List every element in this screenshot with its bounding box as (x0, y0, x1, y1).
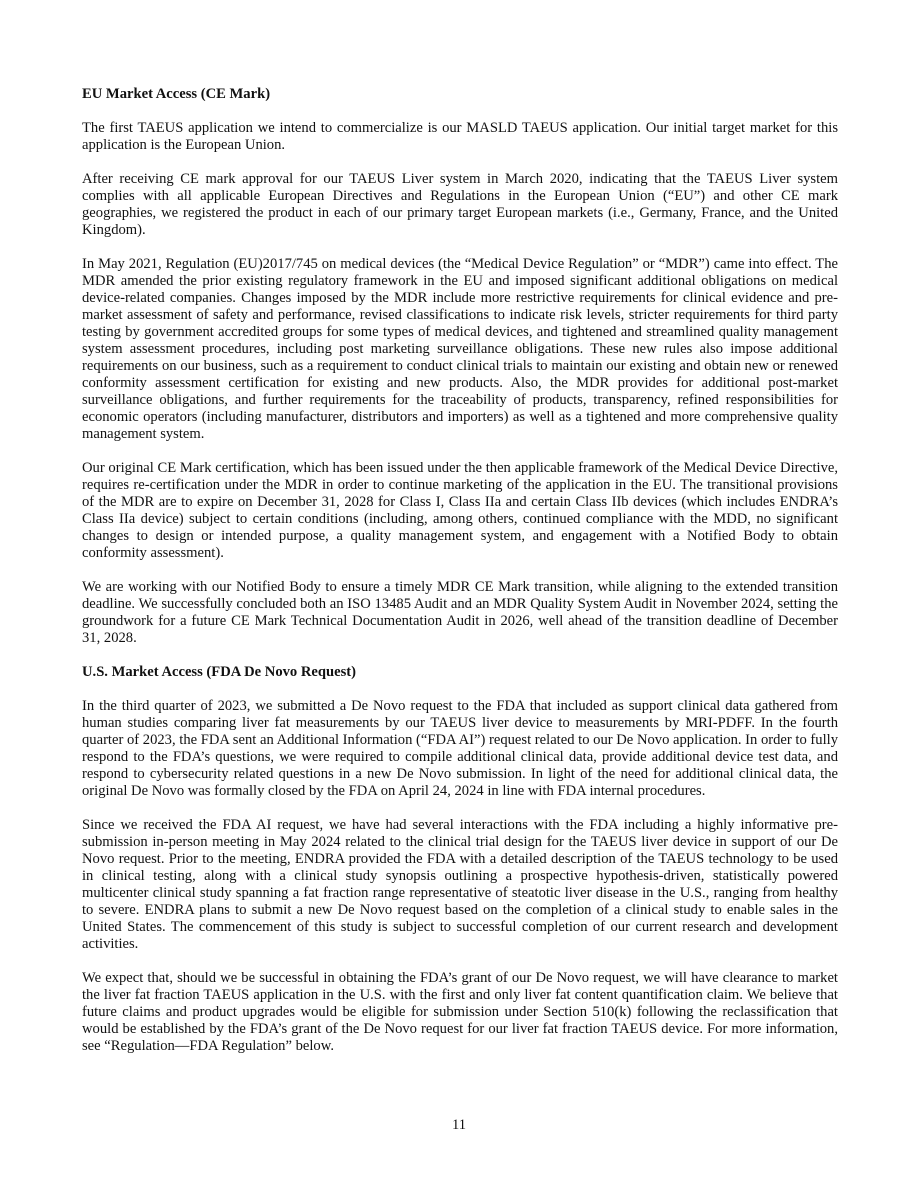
paragraph: Since we received the FDA AI request, we have had several interactions with the FDA including a highly informative pre-submission in-person meeting in May 2024 related to the clinical trial design for the TAEUS liver device in support of our De Novo request. Prior to the meeting, ENDRA provided the FDA with a detailed description of the TAEUS technology to be used in clinical testing, along with a clinical study synopsis outlining a prospective hypothesis-driven, statistically powered multicenter clinical study spanning a fat fraction range representative of steatotic liver disease in the U.S., ranging from healthy to severe. ENDRA plans to submit a new De Novo request based on the completion of a clinical study to enable sales in the United States. The commencement of this study is subject to successful completion of our current research and development activities. (82, 817, 838, 952)
paragraph: We expect that, should we be successful in obtaining the FDA’s grant of our De Novo request, we will have clearance to market the liver fat fraction TAEUS application in the U.S. with the first and only liver fat content quantification claim. We believe that future claims and product upgrades would be eligible for submission under Section 510(k) following the reclassification that would be established by the FDA’s grant of the De Novo request for our liver fat fraction TAEUS device. For more information, see “Regulation—FDA Regulation” below. (82, 970, 838, 1054)
paragraph: In May 2021, Regulation (EU)2017/745 on medical devices (the “Medical Device Regulation” or “MDR”) came into effect. The MDR amended the prior existing regulatory framework in the EU and imposed significant additional obligations on medical device-related companies. Changes imposed by the MDR include more restrictive requirements for clinical evidence and pre-market assessment of safety and performance, revised classifications to indicate risk levels, stricter requirements for third party testing by government accredited groups for some types of medical devices, and tightened and streamlined quality management system assessment procedures, including post marketing surveillance obligations. These new rules also impose additional requirements on our business, such as a requirement to conduct clinical trials to maintain our existing and obtain new or renewed conformity assessment certification for existing and new products. Also, the MDR provides for additional post-market surveillance obligations, and further requirements for the traceability of products, transparency, refined responsibilities for economic operators (including manufacturer, distributors and importers) as well as a tightened and more comprehensive quality management system. (82, 256, 838, 442)
page-number: 11 (451, 1117, 467, 1133)
section-heading-eu-market-access: EU Market Access (CE Mark) (82, 86, 271, 102)
section-us-market-access (82, 664, 838, 1055)
section-eu-market-access (82, 86, 838, 647)
document-page (82, 86, 838, 1072)
paragraph: We are working with our Notified Body to ensure a timely MDR CE Mark transition, while aligning to the extended transition deadline. We successfully concluded both an ISO 13485 Audit and an MDR Quality System Audit in November 2024, setting the groundwork for a future CE Mark Technical Documentation Audit in 2026, well ahead of the transition deadline of December 31, 2028. (82, 579, 838, 646)
paragraph: After receiving CE mark approval for our TAEUS Liver system in March 2020, indicating that the TAEUS Liver system complies with all applicable European Directives and Regulations in the European Union (“EU”) and other CE mark geographies, we registered the product in each of our primary target European markets (i.e., Germany, France, and the United Kingdom). (82, 171, 838, 238)
paragraph: In the third quarter of 2023, we submitted a De Novo request to the FDA that included as support clinical data gathered from human studies comparing liver fat measurements by our TAEUS liver device to measurements by MRI-PDFF. In the fourth quarter of 2023, the FDA sent an Additional Information (“FDA AI”) request related to our De Novo application. In order to fully respond to the FDA’s questions, we were required to compile additional clinical data, provide additional device test data, and respond to cybersecurity related questions in a new De Novo submission. In light of the need for additional clinical data, the original De Novo was formally closed by the FDA on April 24, 2024 in line with FDA internal procedures. (82, 698, 838, 799)
paragraph: Our original CE Mark certification, which has been issued under the then applicable framework of the Medical Device Directive, requires re-certification under the MDR in order to continue marketing of the application in the EU. The transitional provisions of the MDR are to expire on December 31, 2028 for Class I, Class IIa and certain Class IIb devices (which includes ENDRA’s Class IIa device) subject to certain conditions (including, among others, continued compliance with the MDD, no significant changes to design or intended purpose, a quality management system, and engagement with a Notified Body to obtain conformity assessment). (82, 460, 838, 561)
paragraph: The first TAEUS application we intend to commercialize is our MASLD TAEUS application. Our initial target market for this application is the European Union. (82, 120, 838, 153)
section-heading-us-market-access: U.S. Market Access (FDA De Novo Request) (82, 664, 356, 680)
